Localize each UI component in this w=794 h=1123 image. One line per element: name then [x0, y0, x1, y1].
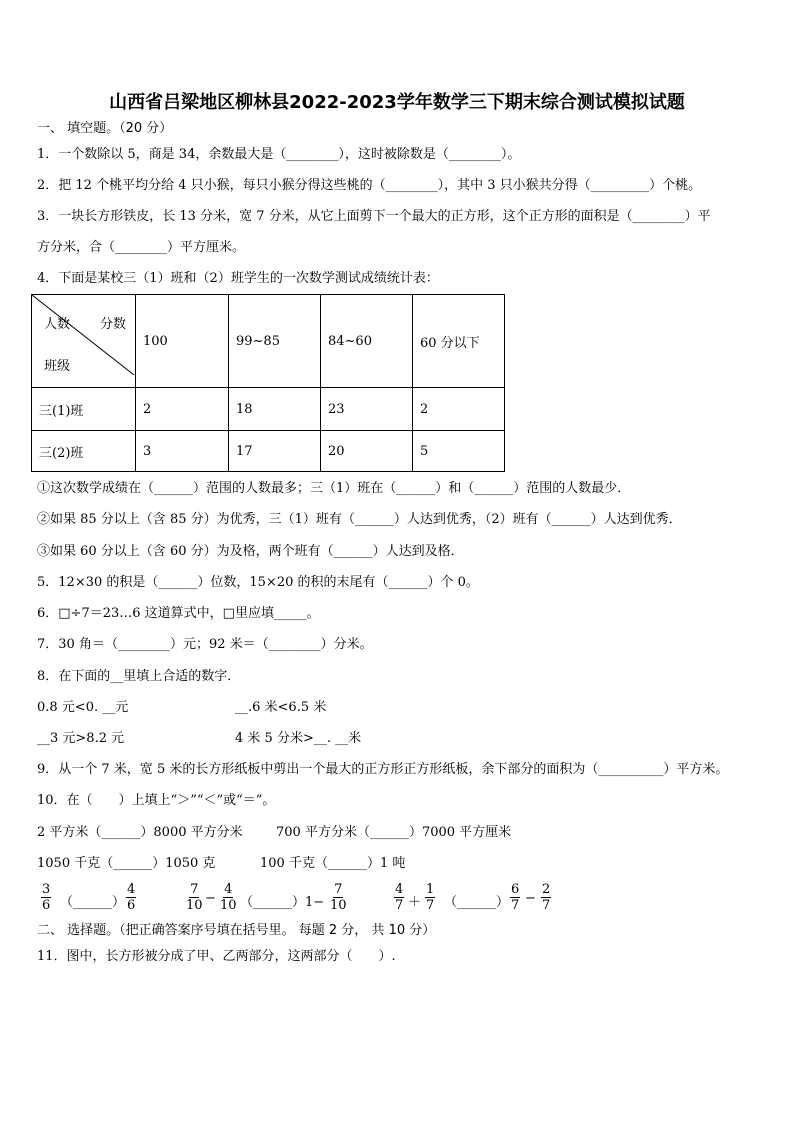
table-cell: 23 [321, 388, 413, 431]
column-header: 84~60 [321, 295, 413, 388]
question-10-item-a: 2 平方米（______）8000 平方分米 [37, 825, 243, 840]
fraction: $\frac{3}{6}$ [42, 882, 51, 913]
table-cell: 20 [321, 431, 413, 472]
header-people: 人数 [44, 317, 71, 332]
fraction: $\frac{2}{7}$ [542, 882, 551, 913]
question-8-item-c: __3 元>8.2 元 [37, 731, 125, 746]
question-4-part-3: ③如果 60 分以上（含 60 分）为及格，两个班有（______）人达到及格． [37, 544, 464, 559]
question-10-item-d: 100 千克（______）1 吨 [260, 856, 406, 871]
question-10-item-b: 700 平方分米（______）7000 平方厘米 [276, 825, 512, 840]
question-5: 5．12×30 的积是（______）位数，15×20 的积的末尾有（______）个 0。 [37, 575, 479, 590]
question-1: 1．一个数除以 5，商是 34，余数最大是（________），这时被除数是（________）。 [37, 147, 521, 162]
plus-sign: ＋ [408, 895, 422, 910]
table-row [32, 431, 505, 472]
question-9: 9．从一个 7 米，宽 5 米的长方形纸板中剪出一个最大的正方形正方形纸板，余下部分的面积为（__________）平方米。 [37, 762, 729, 777]
column-header: 99~85 [229, 295, 321, 388]
column-header: 100 [136, 295, 229, 388]
fraction: $\frac{4}{10}$ [220, 882, 237, 913]
fraction: $\frac{7}{10}$ [330, 882, 347, 913]
row-label: 三(2)班 [32, 431, 136, 472]
header-score: 分数 [100, 317, 127, 332]
diagonal-line-icon [32, 295, 142, 388]
fraction: $\frac{4}{6}$ [127, 882, 136, 913]
diagonal-header-cell [32, 295, 136, 388]
question-4-part-1: ①这次数学成绩在（______）范围的人数最多；三（1）班在（______）和（______）范围的人数最少． [37, 481, 631, 496]
column-header: 60 分以下 [413, 295, 505, 388]
compare-blank: （______） [444, 895, 510, 910]
fraction: $\frac{7}{10}$ [186, 882, 203, 913]
question-11: 11．图中，长方形被分成了甲、乙两部分，这两部分（ ）. [37, 949, 396, 964]
minus-sign: − [525, 891, 536, 906]
table-cell: 17 [229, 431, 321, 472]
question-10: 10．在（ ）上填上“＞”“＜”或“＝”。 [37, 793, 276, 808]
table-header-row [32, 295, 505, 388]
question-10-item-c: 1050 千克（______）1050 克 [37, 856, 216, 871]
fraction: $\frac{4}{7}$ [395, 882, 404, 913]
score-table [31, 294, 505, 472]
section-fill-in-heading: 一、 填空题。（20 分） [37, 121, 173, 136]
compare-blank: （______）1− [240, 895, 325, 910]
fraction: $\frac{1}{7}$ [426, 882, 435, 913]
question-8-item-b: __.6 米<6.5 米 [235, 700, 327, 715]
compare-blank: （______） [60, 895, 126, 910]
question-6: 6．□÷7＝23…6 这道算式中，□里应填_____。 [37, 606, 320, 621]
question-4: 4．下面是某校三（1）班和（2）班学生的一次数学测试成绩统计表： [37, 271, 439, 286]
row-label: 三(1)班 [32, 388, 136, 431]
table-cell: 3 [136, 431, 229, 472]
question-8: 8．在下面的__里填上合适的数字． [37, 669, 241, 684]
table-cell: 2 [136, 388, 229, 431]
table-cell: 5 [413, 431, 505, 472]
fraction: $\frac{6}{7}$ [511, 882, 520, 913]
question-7: 7．30 角＝（________）元；92 米＝（________）分米。 [37, 637, 373, 652]
header-class: 班级 [44, 359, 71, 374]
question-8-item-a: 0.8 元<0. __元 [37, 700, 129, 715]
question-3-line-1: 3．一块长方形铁皮，长 13 分米，宽 7 分米，从它上面剪下一个最大的正方形，这个正方形的面积是（________）平 [37, 209, 711, 224]
minus-sign: − [205, 891, 216, 906]
table-cell: 2 [413, 388, 505, 431]
table-row [32, 388, 505, 431]
question-3-line-2: 方分米，合（________）平方厘米。 [37, 240, 246, 255]
question-2: 2．把 12 个桃平均分给 4 只小猴，每只小猴分得这些桃的（________），其中 3 只小猴共分得（_________）个桃。 [37, 178, 702, 193]
page-title: 山西省吕梁地区柳林县2022-2023学年数学三下期末综合测试模拟试题 [109, 92, 685, 113]
section-choice-heading: 二、 选择题。（把正确答案序号填在括号里。 每题 2 分， 共 10 分） [37, 923, 436, 938]
question-8-item-d: 4 米 5 分米>__. __米 [235, 731, 362, 746]
table-cell: 18 [229, 388, 321, 431]
question-4-part-2: ②如果 85 分以上（含 85 分）为优秀，三（1）班有（______）人达到优秀，（2）班有（______）人达到优秀． [37, 512, 682, 527]
